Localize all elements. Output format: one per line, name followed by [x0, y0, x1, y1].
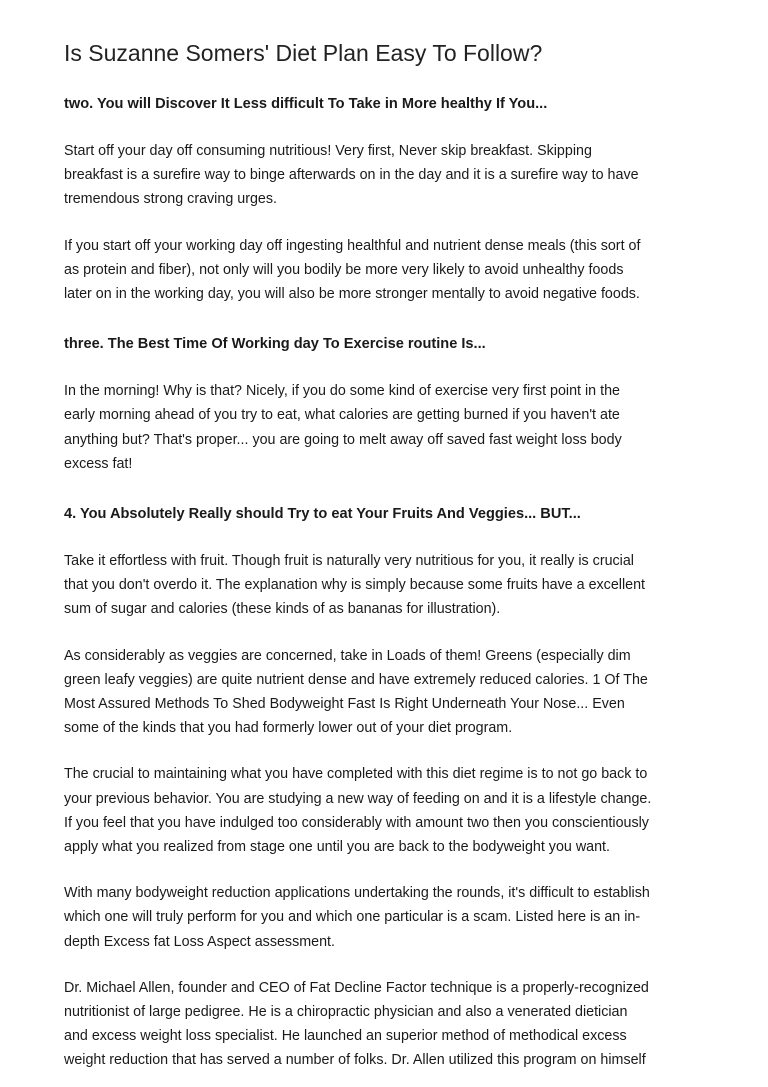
- text-line: Start off your day off consuming nutritious! Very first, Never skip breakfast. Skipping: [64, 143, 592, 159]
- text-line: 4. You Absolutely Really should Try to eat Your Fruits And Veggies... BUT...: [64, 506, 581, 523]
- text-line: Most Assured Methods To Shed Bodyweight Fast Is Right Underneath Your Nose... Even: [64, 696, 625, 713]
- paragraph: [64, 881, 714, 954]
- text-line: tremendous strong craving urges.: [64, 191, 277, 208]
- paragraph: [64, 762, 714, 859]
- text-line: Dr. Michael Allen, founder and CEO of Fat Decline Factor technique is a properly-recognized: [64, 979, 649, 996]
- paragraph: [64, 976, 714, 1073]
- text-line: apply what you realized from stage one until you are back to the bodyweight you want.: [64, 839, 610, 856]
- text-line: which one will truly perform for you and which one particular is a scam. Listed here is an in-: [64, 909, 641, 926]
- document-content: [64, 30, 714, 1073]
- text-line: green leafy veggies) are quite nutrient dense and have extremely reduced calories. 1 Of The: [64, 671, 648, 688]
- text-line: breakfast is a surefire way to binge afterwards on in the day and it is a surefire way to have: [64, 167, 639, 184]
- text-line: that you don't overdo it. The explanation why is simply because some fruits have a excellent: [64, 577, 646, 594]
- text-line: some of the kinds that you had formerly lower out of your diet program.: [64, 720, 513, 737]
- text-line: three. The Best Time Of Working day To Exercise routine Is...: [64, 336, 486, 353]
- text-line: and excess weight loss specialist. He launched an superior method of methodical excess: [64, 1028, 627, 1045]
- document-title: Is Suzanne Somers' Diet Plan Easy To Follow?: [64, 40, 543, 66]
- text-line: sum of sugar and calories (these kinds of as bananas for illustration).: [64, 601, 501, 618]
- text-line: excess fat!: [64, 455, 133, 472]
- text-line: anything but? That's proper... you are going to melt away off saved fast weight loss body: [64, 431, 622, 448]
- text-line: your previous behavior. You are studying a new way of feeding on and it is a lifestyle change.: [64, 790, 652, 807]
- section-heading: [64, 92, 714, 117]
- section-heading: [64, 332, 714, 357]
- text-line: later on in the working day, you will also be more stronger mentally to avoid negative foods.: [64, 286, 640, 303]
- text-line: two. You will Discover It Less difficult To Take in More healthy If You...: [64, 96, 548, 112]
- paragraph: [64, 379, 714, 476]
- text-line: As considerably as veggies are concerned, take in Loads of them! Greens (especially dim: [64, 647, 631, 664]
- section-heading: [64, 502, 714, 527]
- text-line: If you start off your working day off ingesting healthful and nutrient dense meals (this sort of: [64, 237, 641, 254]
- text-line: weight reduction that has served a number of folks. Dr. Allen utilized this program on himself: [64, 1052, 646, 1069]
- paragraph: [64, 549, 714, 622]
- paragraph: [64, 644, 714, 741]
- text-line: depth Excess fat Loss Aspect assessment.: [64, 933, 335, 950]
- text-line: The crucial to maintaining what you have completed with this diet regime is to not go back to: [64, 766, 648, 783]
- text-line: If you feel that you have indulged too considerably with amount two then you conscientiously: [64, 814, 649, 831]
- paragraph: [64, 139, 714, 212]
- text-line: With many bodyweight reduction applications undertaking the rounds, it's difficult to establish: [64, 885, 650, 902]
- text-line: nutritionist of large pedigree. He is a chiropractic physician and also a venerated dietician: [64, 1004, 628, 1021]
- text-line: Take it effortless with fruit. Though fruit is naturally very nutritious for you, it really is crucial: [64, 553, 634, 570]
- document-body: [64, 92, 714, 1073]
- text-line: early morning ahead of you try to eat, what calories are getting burned if you haven't ate: [64, 407, 620, 424]
- text-line: as protein and fiber), not only will you bodily be more very likely to avoid unhealthy foods: [64, 261, 624, 278]
- text-line: In the morning! Why is that? Nicely, if you do some kind of exercise very first point in the: [64, 383, 620, 400]
- paragraph: [64, 234, 714, 307]
